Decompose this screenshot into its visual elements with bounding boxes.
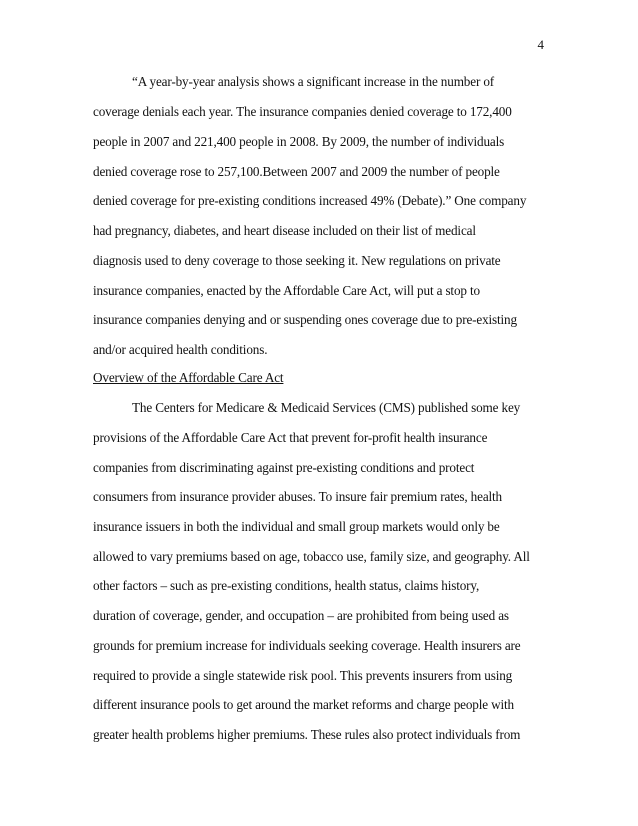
paragraph1-line-1: “A year-by-year analysis shows a significant increase in the number of [132, 74, 495, 89]
paragraph2-line-8: duration of coverage, gender, and occupation – are prohibited from being used as [93, 608, 509, 623]
paragraph1-line-2: coverage denials each year. The insurance companies denied coverage to 172,400 [93, 104, 512, 119]
section-heading: Overview of the Affordable Care Act [93, 370, 284, 385]
paragraph2-line-12: greater health problems higher premiums. These rules also protect individuals from [93, 727, 521, 742]
paragraph1-line-4: denied coverage rose to 257,100.Between 2007 and 2009 the number of people [93, 164, 500, 179]
paragraph2-line-1: The Centers for Medicare & Medicaid Services (CMS) published some key [132, 400, 521, 415]
paragraph1-line-10: and/or acquired health conditions. [93, 342, 268, 357]
paragraph1-line-7: diagnosis used to deny coverage to those seeking it. New regulations on private [93, 253, 501, 268]
paragraph2-line-7: other factors – such as pre-existing conditions, health status, claims history, [93, 578, 480, 593]
paragraph2-line-11: different insurance pools to get around the market reforms and charge people with [93, 697, 514, 712]
page-number: 4 [537, 37, 544, 52]
paragraph2-line-3: companies from discriminating against pre-existing conditions and protect [93, 460, 475, 475]
paragraph2-line-6: allowed to vary premiums based on age, tobacco use, family size, and geography. All [93, 549, 530, 564]
paragraph2-line-5: insurance issuers in both the individual and small group markets would only be [93, 519, 500, 534]
paragraph1-line-6: had pregnancy, diabetes, and heart disease included on their list of medical [93, 223, 476, 238]
paragraph2-line-2: provisions of the Affordable Care Act that prevent for-profit health insurance [93, 430, 488, 445]
paragraph2-line-9: grounds for premium increase for individuals seeking coverage. Health insurers are [93, 638, 521, 653]
paragraph2-line-10: required to provide a single statewide risk pool. This prevents insurers from using [93, 668, 513, 683]
paragraph1-line-8: insurance companies, enacted by the Affordable Care Act, will put a stop to [93, 283, 480, 298]
paragraph2-line-4: consumers from insurance provider abuses. To insure fair premium rates, health [93, 489, 503, 504]
paragraph1-line-3: people in 2007 and 221,400 people in 2008. By 2009, the number of individuals [93, 134, 505, 149]
paragraph1-line-5: denied coverage for pre-existing conditions increased 49% (Debate).” One company [93, 193, 527, 208]
paragraph1-line-9: insurance companies denying and or suspending ones coverage due to pre-existing [93, 312, 517, 327]
